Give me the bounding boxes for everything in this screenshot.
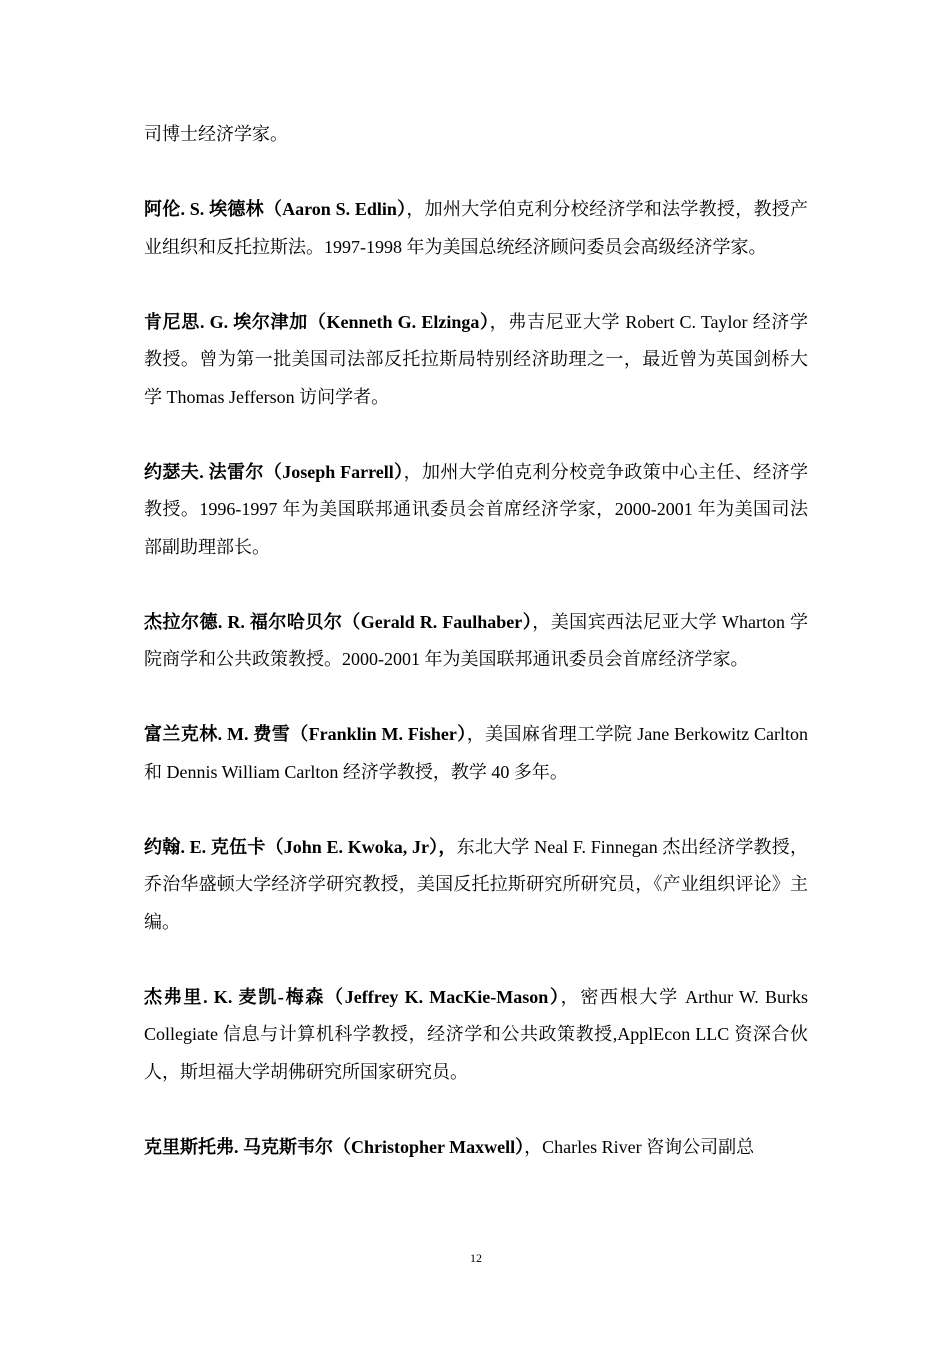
entry-name: 杰弗里. K. 麦凯-梅森（Jeffrey K. MacKie-Mason）: [144, 986, 561, 1007]
entry-christopher-maxwell: [144, 1129, 808, 1167]
entry-name: 阿伦. S. 埃德林（Aaron S. Edlin）: [144, 199, 407, 219]
entry-name: 富兰克林. M. 费雪（Franklin M. Fisher）: [144, 724, 467, 744]
entry-gerald-faulhaber: [144, 604, 808, 679]
entry-text: ，加州大学伯克利分校经济学和法学教授，教授产业组织和反托拉斯法。1997-1998 年为美国总统经济顾问委员会高级经济学家。: [144, 199, 808, 257]
intro-fragment: 司博士经济学家。: [144, 124, 288, 144]
entry-name: 约翰. E. 克伍卡（John E. Kwoka, Jr），: [144, 836, 457, 857]
entry-name: 肯尼思. G. 埃尔津加（Kenneth G. Elzinga）: [144, 311, 490, 332]
entry-name: 约瑟夫. 法雷尔（Joseph Farrell）: [144, 461, 404, 482]
entry-joseph-farrell: [144, 454, 808, 567]
entry-text: ，美国麻省理工学院 Jane Berkowitz Carlton 和 Dennis William Carlton 经济学教授，教学 40 多年。: [144, 724, 808, 782]
entry-kenneth-elzinga: [144, 304, 808, 417]
entry-john-kwoka: [144, 829, 808, 942]
entry-text: ，美国宾西法尼亚大学 Wharton 学院商学和公共政策教授。2000-2001 年为美国联邦通讯委员会首席经济学家。: [144, 611, 808, 669]
entry-name: 杰拉尔德. R. 福尔哈贝尔（Gerald R. Faulhaber）: [144, 611, 533, 632]
entry-franklin-fisher: [144, 716, 808, 791]
entry-text: ，加州大学伯克利分校竞争政策中心主任、经济学教授。1996-1997 年为美国联邦通讯委员会首席经济学家，2000-2001 年为美国司法部副助理部长。: [144, 461, 809, 557]
entry-text: ，密西根大学 Arthur W. Burks Collegiate 信息与计算机科学教授，经济学和公共政策教授,ApplEcon LLC 资深合伙人，斯坦福大学胡佛研究所国家研究员。: [144, 986, 808, 1082]
entry-name: 克里斯托弗. 马克斯韦尔（Christopher Maxwell）: [144, 1136, 525, 1157]
entry-text: ，Charles River 咨询公司副总: [524, 1136, 755, 1157]
entry-text: ，弗吉尼亚大学 Robert C. Taylor 经济学教授。曾为第一批美国司法部反托拉斯局特别经济助理之一，最近曾为英国剑桥大学 Thomas Jefferson 访问学者。: [144, 311, 808, 407]
entry-aaron-edlin: [144, 191, 808, 266]
page-number: 12: [470, 1251, 482, 1265]
page-content: [144, 116, 808, 1204]
entry-text: 东北大学 Neal F. Finnegan 杰出经济学教授，乔治华盛顿大学经济学研究教授，美国反托拉斯研究所研究员，《产业组织评论》主编。: [144, 836, 808, 932]
entry-jeffrey-mackie-mason: [144, 979, 808, 1092]
